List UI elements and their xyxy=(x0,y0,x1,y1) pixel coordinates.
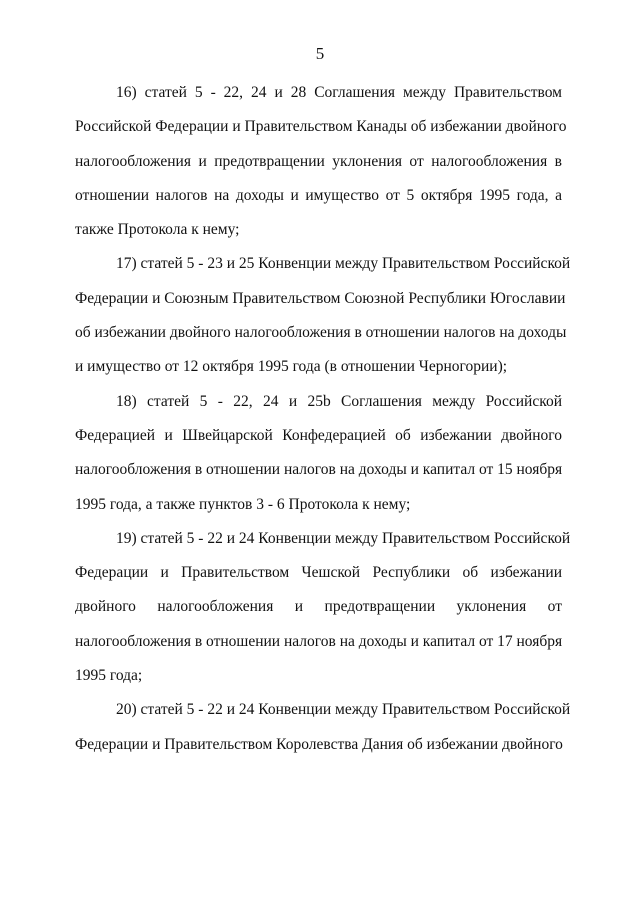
document-body xyxy=(75,76,571,762)
paragraph-item-16 xyxy=(75,76,567,247)
text-line: Федерации и Правительством Королевства Дания об избежании двойного xyxy=(75,735,563,753)
text-line: также Протокола к нему; xyxy=(75,221,240,239)
text-line: Российской Федерации и Правительством Канады об избежании двойного xyxy=(75,118,567,136)
text-line: Федерации и Правительством Чешской Республики об избежании xyxy=(75,564,562,582)
text-line: 17) статей 5 - 23 и 25 Конвенции между Правительством Российской xyxy=(116,255,571,273)
text-line: об избежании двойного налогообложения в отношении налогов на доходы xyxy=(75,324,567,342)
text-line: Федерацией и Швейцарской Конфедерацией об избежании двойного xyxy=(75,426,562,444)
text-line: 1995 года, а также пунктов 3 - 6 Протокола к нему; xyxy=(75,495,411,513)
text-line: отношении налогов на доходы и имущество от 5 октября 1995 года, а xyxy=(75,186,562,204)
text-line: и имущество от 12 октября 1995 года (в отношении Черногории); xyxy=(75,358,508,376)
text-line: 20) статей 5 - 22 и 24 Конвенции между Правительством Российской xyxy=(116,701,571,719)
text-line: Федерации и Союзным Правительством Союзной Республики Югославии xyxy=(75,289,566,307)
page-number: 5 xyxy=(315,44,325,63)
text-line: налогообложения в отношении налогов на доходы и капитал от 15 ноября xyxy=(75,461,563,479)
paragraph-item-17 xyxy=(75,247,571,384)
text-line: 18) статей 5 - 22, 24 и 25b Соглашения между Российской xyxy=(116,392,562,410)
paragraph-item-20 xyxy=(75,693,571,762)
paragraph-item-19 xyxy=(75,522,571,693)
text-line: 19) статей 5 - 22 и 24 Конвенции между Правительством Российской xyxy=(116,529,571,547)
text-line: двойного налогообложения и предотвращении уклонения от xyxy=(75,598,562,616)
text-line: налогообложения и предотвращении уклонения от налогообложения в xyxy=(75,152,562,170)
text-line: 16) статей 5 - 22, 24 и 28 Соглашения между Правительством xyxy=(116,84,562,101)
text-line: налогообложения в отношении налогов на доходы и капитал от 17 ноября xyxy=(75,632,563,650)
text-line: 1995 года; xyxy=(75,667,143,685)
paragraph-item-18 xyxy=(75,385,562,522)
